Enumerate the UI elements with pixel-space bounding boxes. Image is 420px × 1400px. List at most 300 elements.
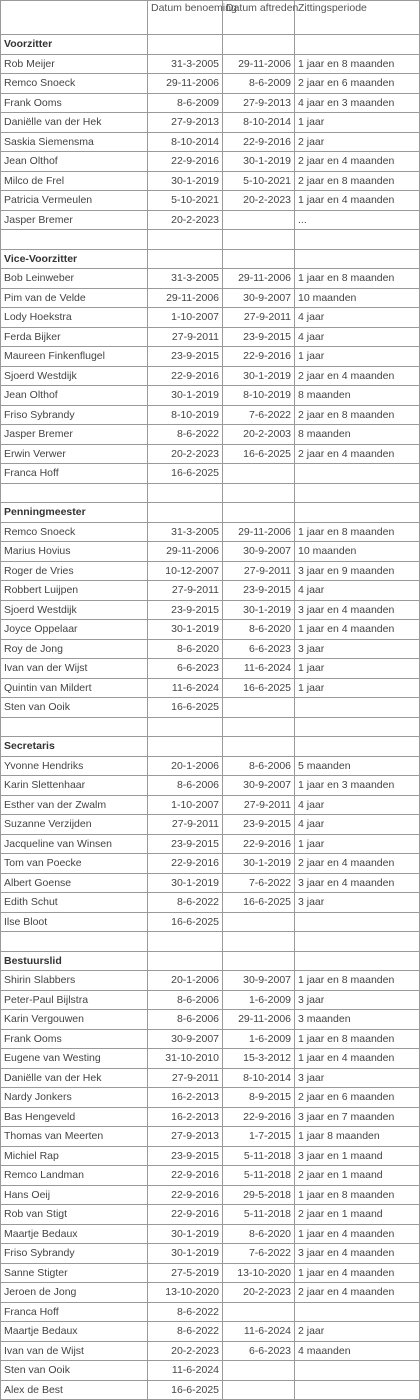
appointment-date-cell: 31-3-2005 [148, 54, 223, 74]
empty-cell [295, 230, 420, 250]
table-row [1, 366, 420, 386]
term-cell: 3 jaar en 1 maand [295, 1146, 420, 1166]
resignation-date-cell: 8-10-2014 [223, 1068, 295, 1088]
member-name-cell: Remco Snoeck [1, 522, 148, 542]
table-row [1, 1283, 420, 1303]
table-row [1, 113, 420, 133]
resignation-date-cell: 27-9-2013 [223, 93, 295, 113]
resignation-date-cell: 29-11-2006 [223, 522, 295, 542]
table-row [1, 1361, 420, 1381]
term-cell: 2 jaar [295, 1322, 420, 1342]
member-name-cell: Bob Leinweber [1, 269, 148, 289]
appointment-date-cell: 20-2-2023 [148, 210, 223, 230]
table-row [1, 873, 420, 893]
table-row [1, 54, 420, 74]
member-name-cell: Hans Oeij [1, 1185, 148, 1205]
empty-cell [295, 35, 420, 55]
term-cell: 2 jaar en 4 maanden [295, 1283, 420, 1303]
appointment-date-cell: 27-9-2013 [148, 1127, 223, 1147]
resignation-date-cell: 1-7-2015 [223, 1127, 295, 1147]
table-row [1, 288, 420, 308]
header-cell-resignation-date: Datum aftreden [223, 1, 295, 35]
resignation-date-cell: 8-10-2019 [223, 386, 295, 406]
appointment-date-cell: 30-1-2019 [148, 1244, 223, 1264]
term-cell: 1 jaar [295, 678, 420, 698]
appointment-date-cell: 31-3-2005 [148, 522, 223, 542]
member-name-cell: Nardy Jonkers [1, 1088, 148, 1108]
term-cell [295, 1361, 420, 1381]
term-cell: 1 jaar [295, 347, 420, 367]
resignation-date-cell: 11-6-2024 [223, 659, 295, 679]
table-row [1, 327, 420, 347]
appointment-date-cell: 22-9-2016 [148, 1166, 223, 1186]
appointment-date-cell: 27-9-2011 [148, 1068, 223, 1088]
table-row [1, 659, 420, 679]
member-name-cell: Rob van Stigt [1, 1205, 148, 1225]
table-row [1, 1146, 420, 1166]
term-cell: 1 jaar en 8 maanden [295, 971, 420, 991]
term-cell: 3 jaar [295, 639, 420, 659]
section-header-row [1, 737, 420, 757]
member-name-cell: Yvonne Hendriks [1, 756, 148, 776]
empty-cell [148, 35, 223, 55]
member-name-cell: Sten van Ooik [1, 1361, 148, 1381]
table-row [1, 620, 420, 640]
empty-cell [223, 951, 295, 971]
resignation-date-cell [223, 912, 295, 932]
resignation-date-cell: 8-10-2014 [223, 113, 295, 133]
empty-cell [223, 503, 295, 523]
member-name-cell: Daniëlle van der Hek [1, 113, 148, 133]
appointment-date-cell: 8-6-2022 [148, 425, 223, 445]
member-name-cell: Ferda Bijker [1, 327, 148, 347]
appointment-date-cell: 29-11-2006 [148, 542, 223, 562]
resignation-date-cell [223, 698, 295, 718]
member-name-cell: Tom van Poecke [1, 854, 148, 874]
appointment-date-cell: 22-9-2016 [148, 152, 223, 172]
empty-cell [295, 932, 420, 952]
resignation-date-cell: 8-6-2020 [223, 620, 295, 640]
term-cell [295, 1302, 420, 1322]
term-cell: 3 jaar [295, 1068, 420, 1088]
resignation-date-cell: 30-9-2007 [223, 971, 295, 991]
table-row [1, 386, 420, 406]
term-cell: 3 jaar en 4 maanden [295, 600, 420, 620]
empty-cell [223, 483, 295, 503]
section-title: Bestuurslid [1, 951, 148, 971]
member-name-cell: Saskia Siemensma [1, 132, 148, 152]
table-row [1, 191, 420, 211]
appointment-date-cell: 8-6-2006 [148, 1010, 223, 1030]
member-name-cell: Sten van Ooik [1, 698, 148, 718]
empty-cell [148, 249, 223, 269]
member-name-cell: Karin Slettenhaar [1, 776, 148, 796]
member-name-cell: Esther van der Zwalm [1, 795, 148, 815]
resignation-date-cell: 5-11-2018 [223, 1146, 295, 1166]
term-cell: 3 jaar en 9 maanden [295, 561, 420, 581]
term-cell: 3 maanden [295, 1010, 420, 1030]
term-cell [295, 464, 420, 484]
member-name-cell: Sjoerd Westdijk [1, 600, 148, 620]
appointment-date-cell: 30-1-2019 [148, 1224, 223, 1244]
member-name-cell: Sjoerd Westdijk [1, 366, 148, 386]
appointment-date-cell: 22-9-2016 [148, 1205, 223, 1225]
appointment-date-cell: 16-2-2013 [148, 1107, 223, 1127]
member-name-cell: Pim van de Velde [1, 288, 148, 308]
empty-cell [223, 932, 295, 952]
table-row [1, 1107, 420, 1127]
term-cell: 2 jaar en 8 maanden [295, 171, 420, 191]
term-cell: 10 maanden [295, 288, 420, 308]
empty-cell [295, 249, 420, 269]
member-name-cell: Milco de Frel [1, 171, 148, 191]
member-name-cell: Joyce Oppelaar [1, 620, 148, 640]
appointment-date-cell: 16-6-2025 [148, 1380, 223, 1400]
appointment-date-cell: 31-3-2005 [148, 269, 223, 289]
table-row [1, 756, 420, 776]
member-name-cell: Jean Olthof [1, 386, 148, 406]
term-cell: 3 jaar [295, 893, 420, 913]
appointment-date-cell: 22-9-2016 [148, 854, 223, 874]
table-row [1, 1341, 420, 1361]
resignation-date-cell: 30-1-2019 [223, 600, 295, 620]
appointment-date-cell: 20-1-2006 [148, 971, 223, 991]
table-row [1, 678, 420, 698]
section-header-row [1, 503, 420, 523]
member-name-cell: Thomas van Meerten [1, 1127, 148, 1147]
table-row [1, 1166, 420, 1186]
term-cell: 1 jaar en 4 maanden [295, 620, 420, 640]
appointment-date-cell: 8-6-2006 [148, 990, 223, 1010]
member-name-cell: Karin Vergouwen [1, 1010, 148, 1030]
member-name-cell: Patricia Vermeulen [1, 191, 148, 211]
term-cell: 8 maanden [295, 386, 420, 406]
empty-cell [295, 483, 420, 503]
term-cell: 1 jaar 8 maanden [295, 1127, 420, 1147]
term-cell: 8 maanden [295, 425, 420, 445]
member-name-cell: Ivan van de Wijst [1, 1341, 148, 1361]
resignation-date-cell: 1-6-2009 [223, 990, 295, 1010]
appointment-date-cell: 8-6-2020 [148, 639, 223, 659]
resignation-date-cell [223, 1361, 295, 1381]
header-cell-appointment-date: Datum benoeming [148, 1, 223, 35]
term-cell: 1 jaar [295, 834, 420, 854]
table-row [1, 600, 420, 620]
term-cell: 2 jaar en 1 maand [295, 1166, 420, 1186]
term-cell: 1 jaar en 8 maanden [295, 269, 420, 289]
resignation-date-cell: 7-6-2022 [223, 1244, 295, 1264]
resignation-date-cell: 30-1-2019 [223, 854, 295, 874]
resignation-date-cell: 8-6-2009 [223, 74, 295, 94]
member-name-cell: Erwin Verwer [1, 444, 148, 464]
member-name-cell: Quintin van Mildert [1, 678, 148, 698]
table-row [1, 1088, 420, 1108]
term-cell: 1 jaar en 4 maanden [295, 1049, 420, 1069]
member-name-cell: Jeroen de Jong [1, 1283, 148, 1303]
resignation-date-cell: 1-6-2009 [223, 1029, 295, 1049]
appointment-date-cell: 29-11-2006 [148, 74, 223, 94]
resignation-date-cell [223, 210, 295, 230]
empty-cell [148, 717, 223, 737]
resignation-date-cell: 23-9-2015 [223, 815, 295, 835]
resignation-date-cell: 15-3-2012 [223, 1049, 295, 1069]
member-name-cell: Shirin Slabbers [1, 971, 148, 991]
table-row [1, 971, 420, 991]
member-name-cell: Alex de Best [1, 1380, 148, 1400]
term-cell: 1 jaar en 4 maanden [295, 1224, 420, 1244]
appointment-date-cell: 29-11-2006 [148, 288, 223, 308]
appointment-date-cell: 8-10-2014 [148, 132, 223, 152]
table-row [1, 1302, 420, 1322]
table-row [1, 74, 420, 94]
resignation-date-cell: 13-10-2020 [223, 1263, 295, 1283]
table-row [1, 795, 420, 815]
appointment-date-cell: 16-6-2025 [148, 464, 223, 484]
table-row [1, 210, 420, 230]
member-name-cell: Remco Snoeck [1, 74, 148, 94]
term-cell: ... [295, 210, 420, 230]
table-row [1, 1322, 420, 1342]
resignation-date-cell: 5-10-2021 [223, 171, 295, 191]
appointment-date-cell: 6-6-2023 [148, 659, 223, 679]
term-cell: 1 jaar en 8 maanden [295, 1185, 420, 1205]
member-name-cell: Daniëlle van der Hek [1, 1068, 148, 1088]
table-row [1, 1029, 420, 1049]
appointment-date-cell: 30-1-2019 [148, 873, 223, 893]
table-row [1, 1205, 420, 1225]
appointment-date-cell: 5-10-2021 [148, 191, 223, 211]
resignation-date-cell: 8-9-2015 [223, 1088, 295, 1108]
term-cell [295, 1380, 420, 1400]
appointment-date-cell: 20-2-2023 [148, 1341, 223, 1361]
term-cell: 3 jaar [295, 990, 420, 1010]
member-name-cell: Friso Sybrandy [1, 405, 148, 425]
term-cell: 4 jaar [295, 795, 420, 815]
member-name-cell: Albert Goense [1, 873, 148, 893]
member-name-cell: Lody Hoekstra [1, 308, 148, 328]
table-row [1, 93, 420, 113]
member-name-cell: Bas Hengeveld [1, 1107, 148, 1127]
appointment-date-cell: 8-6-2022 [148, 1322, 223, 1342]
section-header-row [1, 951, 420, 971]
empty-cell [295, 503, 420, 523]
resignation-date-cell [223, 1380, 295, 1400]
section-title: Penningmeester [1, 503, 148, 523]
table-row [1, 1049, 420, 1069]
appointment-date-cell: 27-9-2011 [148, 815, 223, 835]
appointment-date-cell: 8-6-2006 [148, 776, 223, 796]
spacer-row [1, 932, 420, 952]
term-cell: 2 jaar en 6 maanden [295, 1088, 420, 1108]
appointment-date-cell: 8-10-2019 [148, 405, 223, 425]
header-cell-name [1, 1, 148, 35]
member-name-cell: Rob Meijer [1, 54, 148, 74]
resignation-date-cell: 6-6-2023 [223, 1341, 295, 1361]
empty-cell [1, 483, 148, 503]
resignation-date-cell [223, 1302, 295, 1322]
resignation-date-cell: 27-9-2011 [223, 795, 295, 815]
appointment-date-cell: 11-6-2024 [148, 1361, 223, 1381]
member-name-cell: Jasper Bremer [1, 425, 148, 445]
resignation-date-cell: 6-6-2023 [223, 639, 295, 659]
member-name-cell: Jean Olthof [1, 152, 148, 172]
appointment-date-cell: 22-9-2016 [148, 366, 223, 386]
empty-cell [1, 230, 148, 250]
term-cell [295, 698, 420, 718]
table-row [1, 542, 420, 562]
appointment-date-cell: 16-6-2025 [148, 912, 223, 932]
resignation-date-cell: 23-9-2015 [223, 327, 295, 347]
resignation-date-cell: 29-11-2006 [223, 269, 295, 289]
member-name-cell: Maartje Bedaux [1, 1322, 148, 1342]
resignation-date-cell [223, 464, 295, 484]
resignation-date-cell: 23-9-2015 [223, 581, 295, 601]
header-cell-term: Zittingsperiode [295, 1, 420, 35]
term-cell: 2 jaar [295, 132, 420, 152]
term-cell: 4 jaar [295, 581, 420, 601]
empty-cell [148, 483, 223, 503]
member-name-cell: Ivan van der Wijst [1, 659, 148, 679]
table-row [1, 1010, 420, 1030]
member-name-cell: Friso Sybrandy [1, 1244, 148, 1264]
resignation-date-cell: 16-6-2025 [223, 893, 295, 913]
resignation-date-cell: 5-11-2018 [223, 1205, 295, 1225]
member-name-cell: Ilse Bloot [1, 912, 148, 932]
member-name-cell: Robbert Luijpen [1, 581, 148, 601]
appointment-date-cell: 1-10-2007 [148, 308, 223, 328]
table-row [1, 990, 420, 1010]
table-row [1, 639, 420, 659]
empty-cell [148, 230, 223, 250]
resignation-date-cell: 8-6-2006 [223, 756, 295, 776]
resignation-date-cell: 29-11-2006 [223, 1010, 295, 1030]
table-row [1, 834, 420, 854]
empty-cell [223, 737, 295, 757]
appointment-date-cell: 13-10-2020 [148, 1283, 223, 1303]
member-name-cell: Maureen Finkenflugel [1, 347, 148, 367]
header-row [1, 1, 420, 35]
resignation-date-cell: 20-2-2023 [223, 1283, 295, 1303]
appointment-date-cell: 16-2-2013 [148, 1088, 223, 1108]
member-name-cell: Franca Hoff [1, 1302, 148, 1322]
term-cell: 4 maanden [295, 1341, 420, 1361]
appointment-date-cell: 27-9-2011 [148, 327, 223, 347]
empty-cell [148, 503, 223, 523]
member-name-cell: Edith Schut [1, 893, 148, 913]
resignation-date-cell: 30-9-2007 [223, 288, 295, 308]
member-name-cell: Frank Ooms [1, 93, 148, 113]
appointment-date-cell: 23-9-2015 [148, 600, 223, 620]
member-name-cell: Franca Hoff [1, 464, 148, 484]
empty-cell [148, 932, 223, 952]
table-body [1, 1, 420, 1400]
appointment-date-cell: 27-5-2019 [148, 1263, 223, 1283]
term-cell: 1 jaar [295, 659, 420, 679]
resignation-date-cell: 16-6-2025 [223, 678, 295, 698]
term-cell: 3 jaar en 4 maanden [295, 873, 420, 893]
table-row [1, 1127, 420, 1147]
appointment-date-cell: 8-6-2009 [148, 93, 223, 113]
appointment-date-cell: 23-9-2015 [148, 347, 223, 367]
table-row [1, 1244, 420, 1264]
resignation-date-cell: 22-9-2016 [223, 132, 295, 152]
resignation-date-cell: 27-9-2011 [223, 308, 295, 328]
empty-cell [223, 230, 295, 250]
appointment-date-cell: 10-12-2007 [148, 561, 223, 581]
member-name-cell: Marius Hovius [1, 542, 148, 562]
empty-cell [223, 249, 295, 269]
term-cell: 4 jaar [295, 327, 420, 347]
table-row [1, 522, 420, 542]
table-row [1, 1263, 420, 1283]
term-cell: 1 jaar en 8 maanden [295, 522, 420, 542]
empty-cell [295, 951, 420, 971]
term-cell: 1 jaar en 3 maanden [295, 776, 420, 796]
table-row [1, 776, 420, 796]
appointment-date-cell: 30-1-2019 [148, 620, 223, 640]
term-cell: 4 jaar en 3 maanden [295, 93, 420, 113]
term-cell [295, 912, 420, 932]
resignation-date-cell: 30-9-2007 [223, 542, 295, 562]
member-name-cell: Frank Ooms [1, 1029, 148, 1049]
resignation-date-cell: 7-6-2022 [223, 873, 295, 893]
appointment-date-cell: 20-2-2023 [148, 444, 223, 464]
member-name-cell: Roy de Jong [1, 639, 148, 659]
table-row [1, 561, 420, 581]
empty-cell [1, 717, 148, 737]
table-row [1, 1068, 420, 1088]
section-title: Voorzitter [1, 35, 148, 55]
table-row [1, 464, 420, 484]
term-cell: 1 jaar [295, 113, 420, 133]
resignation-date-cell: 30-9-2007 [223, 776, 295, 796]
spacer-row [1, 483, 420, 503]
member-name-cell: Eugene van Westing [1, 1049, 148, 1069]
table-row [1, 1380, 420, 1400]
resignation-date-cell: 20-2-2023 [223, 191, 295, 211]
section-title: Vice-Voorzitter [1, 249, 148, 269]
term-cell: 1 jaar en 4 maanden [295, 191, 420, 211]
resignation-date-cell: 20-2-2003 [223, 425, 295, 445]
empty-cell [148, 737, 223, 757]
table-row [1, 815, 420, 835]
appointment-date-cell: 1-10-2007 [148, 795, 223, 815]
table-row [1, 1185, 420, 1205]
table-row [1, 405, 420, 425]
table-row [1, 347, 420, 367]
empty-cell [148, 951, 223, 971]
resignation-date-cell: 7-6-2022 [223, 405, 295, 425]
section-header-row [1, 35, 420, 55]
term-cell: 2 jaar en 4 maanden [295, 152, 420, 172]
table-row [1, 152, 420, 172]
appointment-date-cell: 23-9-2015 [148, 834, 223, 854]
resignation-date-cell: 11-6-2024 [223, 1322, 295, 1342]
term-cell: 1 jaar en 8 maanden [295, 1029, 420, 1049]
empty-cell [223, 717, 295, 737]
table-row [1, 171, 420, 191]
member-name-cell: Roger de Vries [1, 561, 148, 581]
appointment-date-cell: 16-6-2025 [148, 698, 223, 718]
appointment-date-cell: 20-1-2006 [148, 756, 223, 776]
member-name-cell: Maartje Bedaux [1, 1224, 148, 1244]
resignation-date-cell: 5-11-2018 [223, 1166, 295, 1186]
table-row [1, 444, 420, 464]
resignation-date-cell: 30-1-2019 [223, 366, 295, 386]
table-row [1, 425, 420, 445]
term-cell: 2 jaar en 1 maand [295, 1205, 420, 1225]
term-cell: 2 jaar en 8 maanden [295, 405, 420, 425]
